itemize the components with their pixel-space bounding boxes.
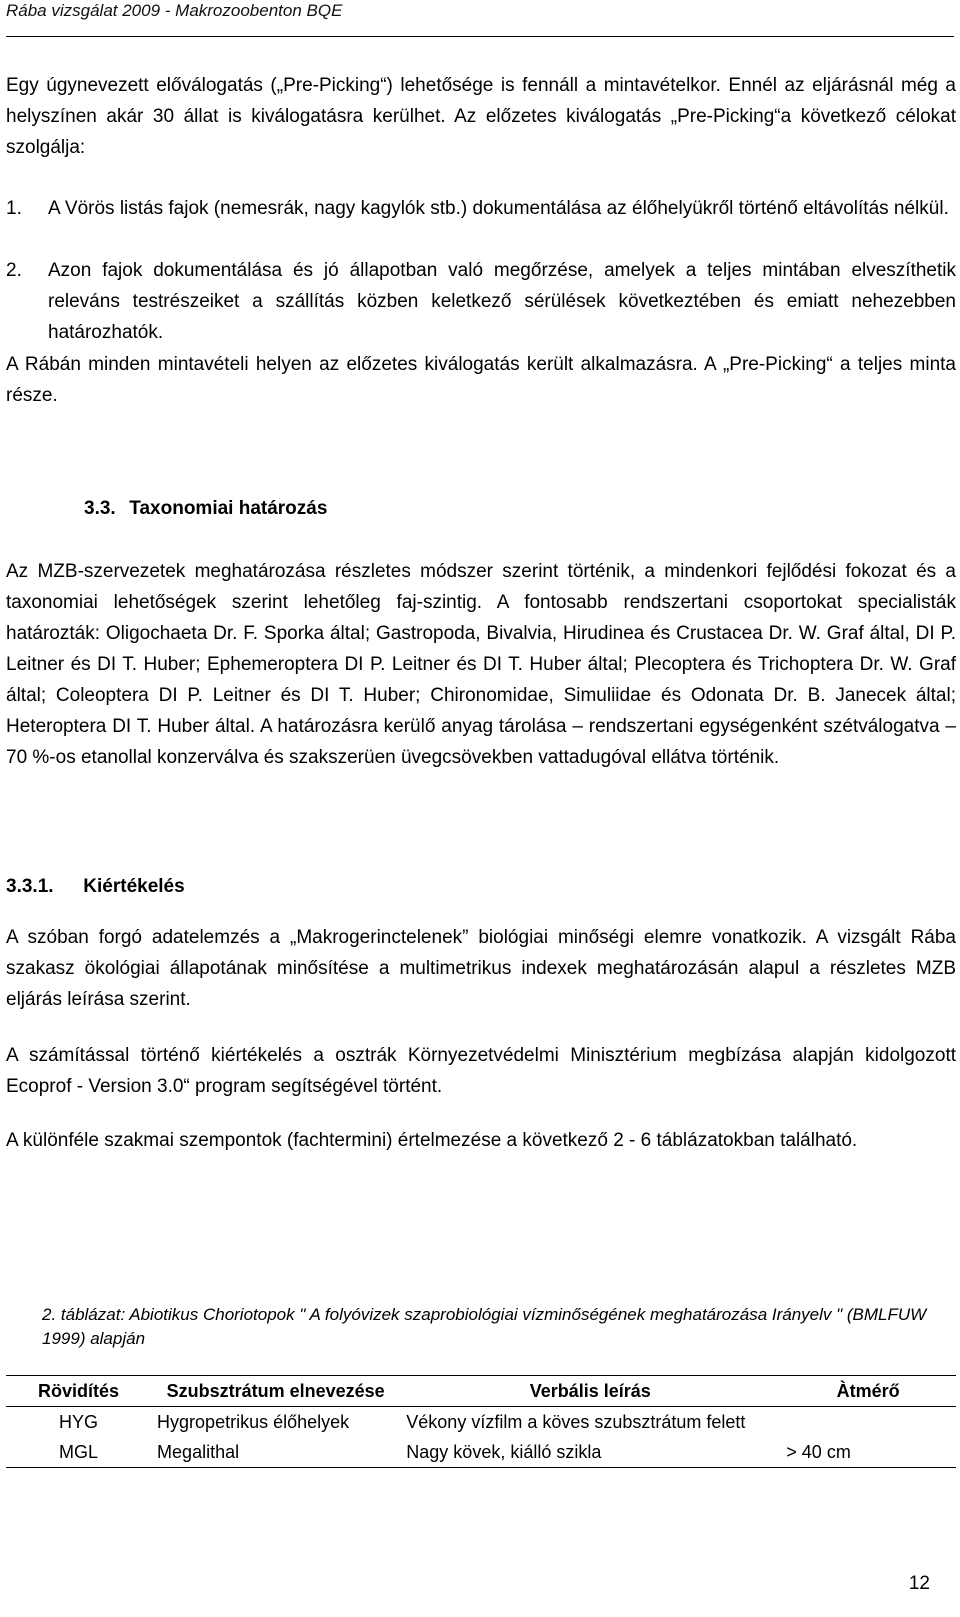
cell-description: Nagy kövek, kiálló szikla <box>406 1442 602 1462</box>
intro-paragraph: Egy úgynevezett előválogatás („Pre-Picking“) lehetősége is fennáll a mintavételkor. Ennél az eljárásnál még a helyszínen akár 30 állat is kiválogatásra kerülhet. Az előzetes kiválogatás „Pre-Picking“a következő célokat szolgálja: <box>6 75 956 158</box>
page-header <box>6 0 954 37</box>
list-item-number: 2. <box>6 260 22 281</box>
cell-abbreviation: HYG <box>59 1412 99 1432</box>
table-row <box>6 1407 956 1438</box>
list-item-number: 1. <box>6 198 22 219</box>
table-header-row <box>6 1376 956 1407</box>
table-caption: 2. táblázat: Abiotikus Choriotopok " A folyóvizek szaprobiológiai vízminőségének meghatározása Irányelv " (BMLFUW 1999) alapján <box>42 1305 927 1348</box>
section-number: 3.3.1. <box>6 876 54 897</box>
cell-substrate-name: Hygropetrikus élőhelyek <box>157 1412 350 1432</box>
section-heading-3-3 <box>84 493 327 524</box>
cell-abbreviation: MGL <box>59 1442 99 1462</box>
taxonomy-paragraph: Az MZB-szervezetek meghatározása részletes módszer szerint történik, a mindenkori fejlődési fokozat és a taxonomiai lehetőségek szerint lehetőleg faj-szintig. A fontosabb rendszertani csoportokat specialisták határozták: Oligochaeta Dr. F. Sporka által; Gastropoda, Bivalvia, Hirudinea és Crustacea Dr. W. Graf által, DI P. Leitner és DI T. Huber; Ephemeroptera DI P. Leitner és DI T. Huber által; Plecoptera és Trichoptera Dr. W. Graf által; Coleoptera DI P. Leitner és DI T. Huber; Chironomidae, Simuliidae és Odonata Dr. B. Janecek által; Heteroptera DI T. Huber által. A határozásra kerülő anyag tárolása – rendszertani egységenként szétválogatva – 70 %-os etanollal konzerválva és szakszerüen üvegcsövekben vattadugóval ellátva történik. <box>6 561 956 768</box>
section-title: Kiértékelés <box>83 876 185 897</box>
evaluation-paragraph-2: A számítással történő kiértékelés a osztrák Környezetvédelmi Minisztérium megbízása alapján kidolgozott Ecoprof - Version 3.0“ program segítségével történt. <box>6 1045 956 1097</box>
header-substrate-name: Szubsztrátum elnevezése <box>166 1381 385 1401</box>
list-item-text: A Vörös listás fajok (nemesrák, nagy kagylók stb.) dokumentálása az élőhelyükről történő eltávolítás nélkül. <box>48 198 949 219</box>
section-heading-3-3-1 <box>6 871 185 902</box>
cell-description: Vékony vízfilm a köves szubsztrátum felett <box>406 1412 746 1432</box>
section-number: 3.3. <box>84 498 116 519</box>
evaluation-paragraph-1: A szóban forgó adatelemzés a „Makrogerinctelenek” biológiai minőségi elemre vonatkozik. A vizsgált Rába szakasz ökológiai állapotának minősítése a multimetrikus indexek meghatározásán alapul a részletes MZB eljárás leírása szerint. <box>6 927 956 1010</box>
header-verbal-description: Verbális leírás <box>529 1381 651 1401</box>
header-abbreviation: Rövidítés <box>38 1381 120 1401</box>
page-number: 12 <box>908 1573 930 1594</box>
intro-closing-paragraph: A Rábán minden mintavételi helyen az előzetes kiválogatás került alkalmazásra. A „Pre-Picking“ a teljes minta része. <box>6 354 956 406</box>
cell-substrate-name: Megalithal <box>157 1442 240 1462</box>
cell-diameter <box>780 1407 956 1438</box>
cell-diameter: > 40 cm <box>786 1442 851 1462</box>
header-diameter: Àtmérő <box>836 1381 900 1401</box>
table-row <box>6 1437 956 1468</box>
header-title: Rába vizsgálat 2009 - Makrozoobenton BQE <box>6 1 343 20</box>
choriotope-table <box>6 1375 956 1468</box>
evaluation-paragraph-3: A különféle szakmai szempontok (fachtermini) értelmezése a következő 2 - 6 táblázatokban található. <box>6 1130 858 1151</box>
list-item-text: Azon fajok dokumentálása és jó állapotban való megőrzése, amelyek a teljes mintában elveszíthetik releváns testrészeiket a szállítás közben keletkező sérülések következtében és emiatt nehezebben határozhatók. <box>48 260 956 343</box>
section-title: Taxonomiai határozás <box>129 498 328 519</box>
